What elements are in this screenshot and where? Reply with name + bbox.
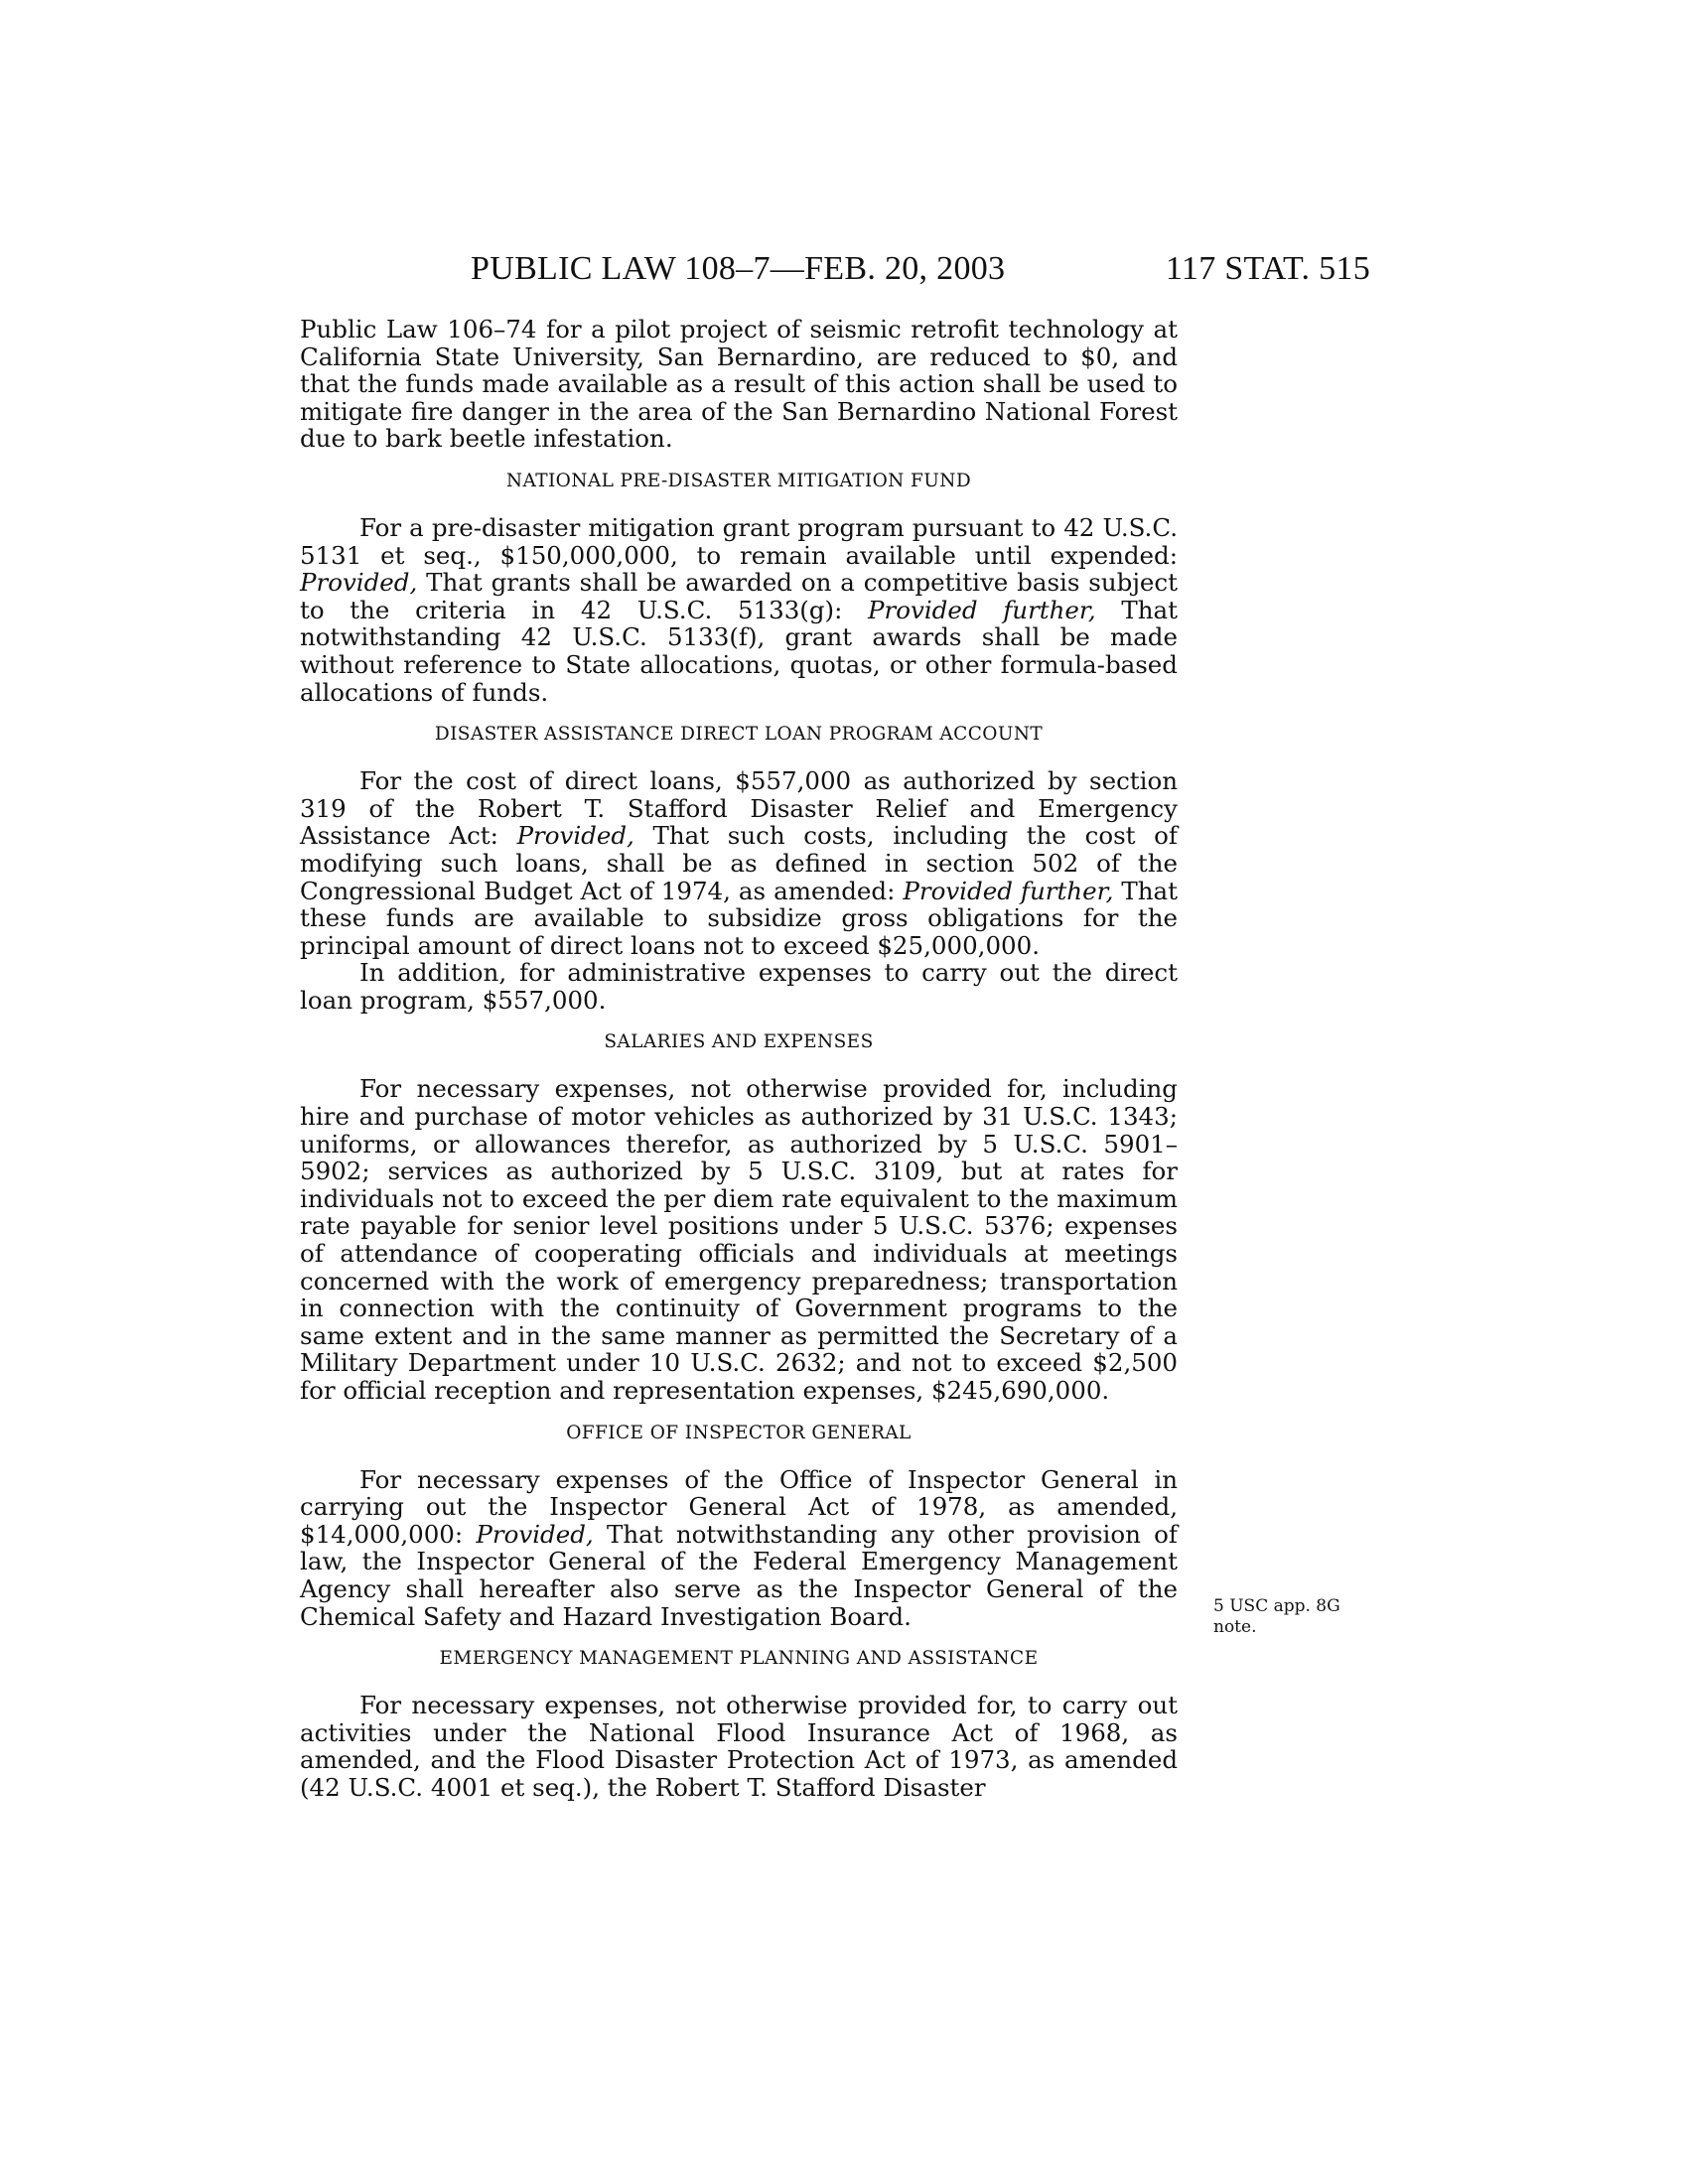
text-run: For the cost of direct loans, $557,000 as authorized by section 319 of the Robert T. Stafford Disaster Relief and Emergency Assistance Act: <box>300 766 1178 851</box>
proviso-italic: Provided, <box>300 568 418 598</box>
text-run: That notwithstanding 42 U.S.C. 5133(f), grant awards shall be made without reference to State allocations, quotas, or other formula-based allocations of funds. <box>300 595 1178 707</box>
heading-planning: EMERGENCY MANAGEMENT PLANNING AND ASSISTANCE <box>439 1648 1039 1670</box>
heading-inspector-general: OFFICE OF INSPECTOR GENERAL <box>566 1422 912 1443</box>
proviso-italic: Provided, <box>476 1519 594 1549</box>
inspector-general-paragraph <box>300 1466 1178 1631</box>
proviso-italic: Provided further, <box>903 876 1114 905</box>
salaries-paragraph: For necessary expenses, not otherwise provided for, including hire and purchase of motor vehicles as authorized by 31 U.S.C. 1343; uniforms, or allowances therefor, as authorized by 5 U.S.C. 5901–5902; services as authorized by 5 U.S.C. 3109, but at rates for individuals not to exceed the per diem rate equivalent to the maximum rate payable for senior level positions under 5 U.S.C. 5376; expenses of attendance of cooperating officials and individuals at meetings concerned with the work of emergency preparedness; transportation in connection with the continuity of Government programs to the same extent and in the same manner as permitted the Secretary of a Military Department under 10 U.S.C. 2632; and not to exceed $2,500 for official reception and representation expenses, $245,690,000. <box>300 1074 1178 1405</box>
text-run: That these funds are available to subsidize gross obligations for the principal amount of direct loans not to exceed $25,000,000. <box>300 876 1178 960</box>
proviso-italic: Provided further, <box>868 595 1096 624</box>
heading-salaries: SALARIES AND EXPENSES <box>604 1031 874 1053</box>
direct-loan-admin-paragraph: In addition, for administrative expenses to carry out the direct loan program, $557,000. <box>300 958 1178 1015</box>
page-header <box>298 250 1370 294</box>
heading-mitigation-fund: NATIONAL PRE-DISASTER MITIGATION FUND <box>505 470 972 491</box>
text-run: That notwithstanding any other provision of law, the Inspector General of the Federal Emergency Management Agency shall hereafter also serve as the Inspector General of the Chemical Safety and Hazard Investigation Board. <box>300 1519 1178 1631</box>
body-text <box>300 316 1178 1802</box>
intro-paragraph: Public Law 106–74 for a pilot project of seismic retrofit technology at California State University, San Bernardino, are reduced to $0, and that the funds made available as a result of this action shall be used to mitigate fire danger in the area of the San Bernardino National Forest due to bark beetle infestation. <box>300 315 1178 454</box>
text-run: For a pre-disaster mitigation grant program pursuant to 42 U.S.C. 5131 et seq., $150,000,000, to remain available until expended: <box>300 512 1178 570</box>
text-run: For necessary expenses of the Office of Inspector General in carrying out the Inspector General Act of 1978, as amended, $14,000,000: <box>300 1464 1178 1549</box>
direct-loan-paragraph <box>300 767 1178 959</box>
proviso-italic: Provided, <box>516 821 634 851</box>
margin-note-usc: 5 USC app. 8G note. <box>1213 1596 1340 1637</box>
text-run: That grants shall be awarded on a competitive basis subject to the criteria in 42 U.S.C. 5133(g): <box>300 568 1178 624</box>
planning-paragraph: For necessary expenses, not otherwise provided for, to carry out activities under the National Flood Insurance Act of 1968, as amended, and the Flood Disaster Protection Act of 1973, as amended (42 U.S.C. 4001 et seq.), the Robert T. Stafford Disaster <box>300 1691 1178 1802</box>
heading-direct-loan: DISASTER ASSISTANCE DIRECT LOAN PROGRAM ACCOUNT <box>434 724 1044 746</box>
text-run: That such costs, including the cost of modifying such loans, shall be as defined in section 502 of the Congressional Budget Act of 1974, as amended: <box>300 821 1178 905</box>
running-head: PUBLIC LAW 108–7—FEB. 20, 2003 <box>471 250 1006 287</box>
mitigation-fund-paragraph <box>300 514 1178 706</box>
stat-page-reference: 117 STAT. 515 <box>1165 250 1370 287</box>
